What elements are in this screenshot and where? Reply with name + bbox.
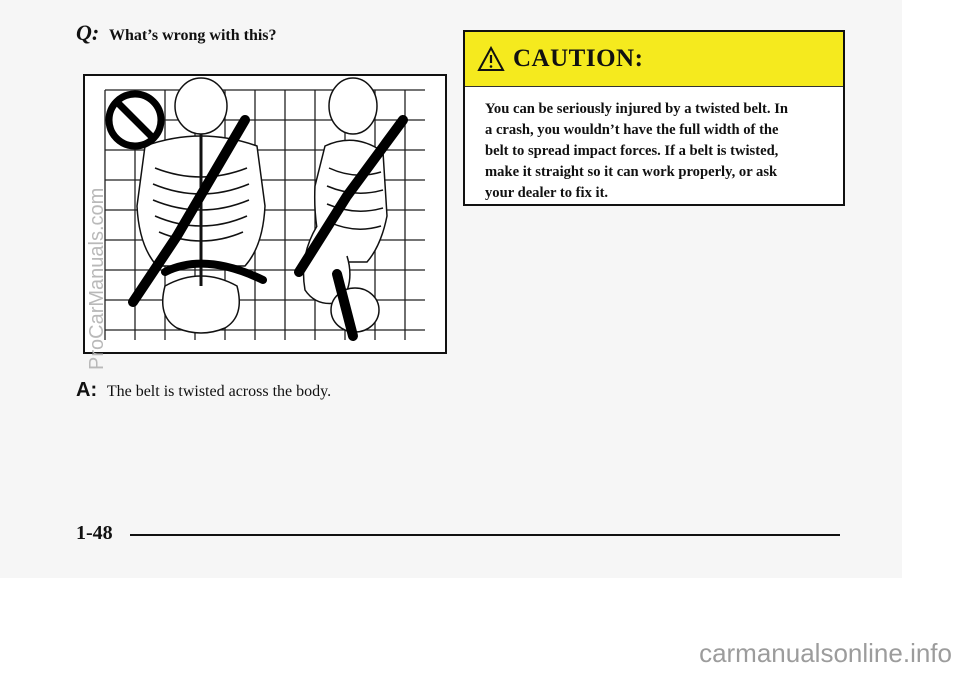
bottom-watermark: carmanualsonline.info	[699, 638, 952, 668]
caution-box	[463, 30, 845, 206]
twisted-belt-illustration	[83, 74, 447, 354]
page-number: 1-48	[76, 522, 113, 544]
caution-line: belt to spread impact forces. If a belt is twisted,	[485, 143, 779, 159]
caution-header	[465, 32, 843, 87]
answer-marker: A:	[76, 379, 98, 401]
footer-rule	[130, 534, 840, 536]
question-text: What’s wrong with this?	[108, 27, 277, 44]
question-marker: Q:	[76, 20, 100, 45]
warning-triangle-icon	[477, 46, 505, 72]
answer-text: The belt is twisted across the body.	[106, 383, 332, 400]
caution-line: You can be seriously injured by a twisted belt. In	[485, 101, 788, 117]
caution-line: make it straight so it can work properly, or ask	[485, 164, 778, 180]
no-sign-icon	[109, 94, 161, 146]
caution-line: a crash, you wouldn’t have the full width of the	[485, 122, 779, 138]
answer	[76, 379, 331, 402]
caution-text	[465, 87, 843, 204]
side-watermark: ProCarManuals.com	[86, 187, 108, 370]
caution-line: your dealer to fix it.	[485, 185, 609, 201]
question	[76, 20, 277, 46]
caution-title: CAUTION:	[513, 45, 644, 72]
skeleton-belt-figure	[85, 76, 445, 352]
